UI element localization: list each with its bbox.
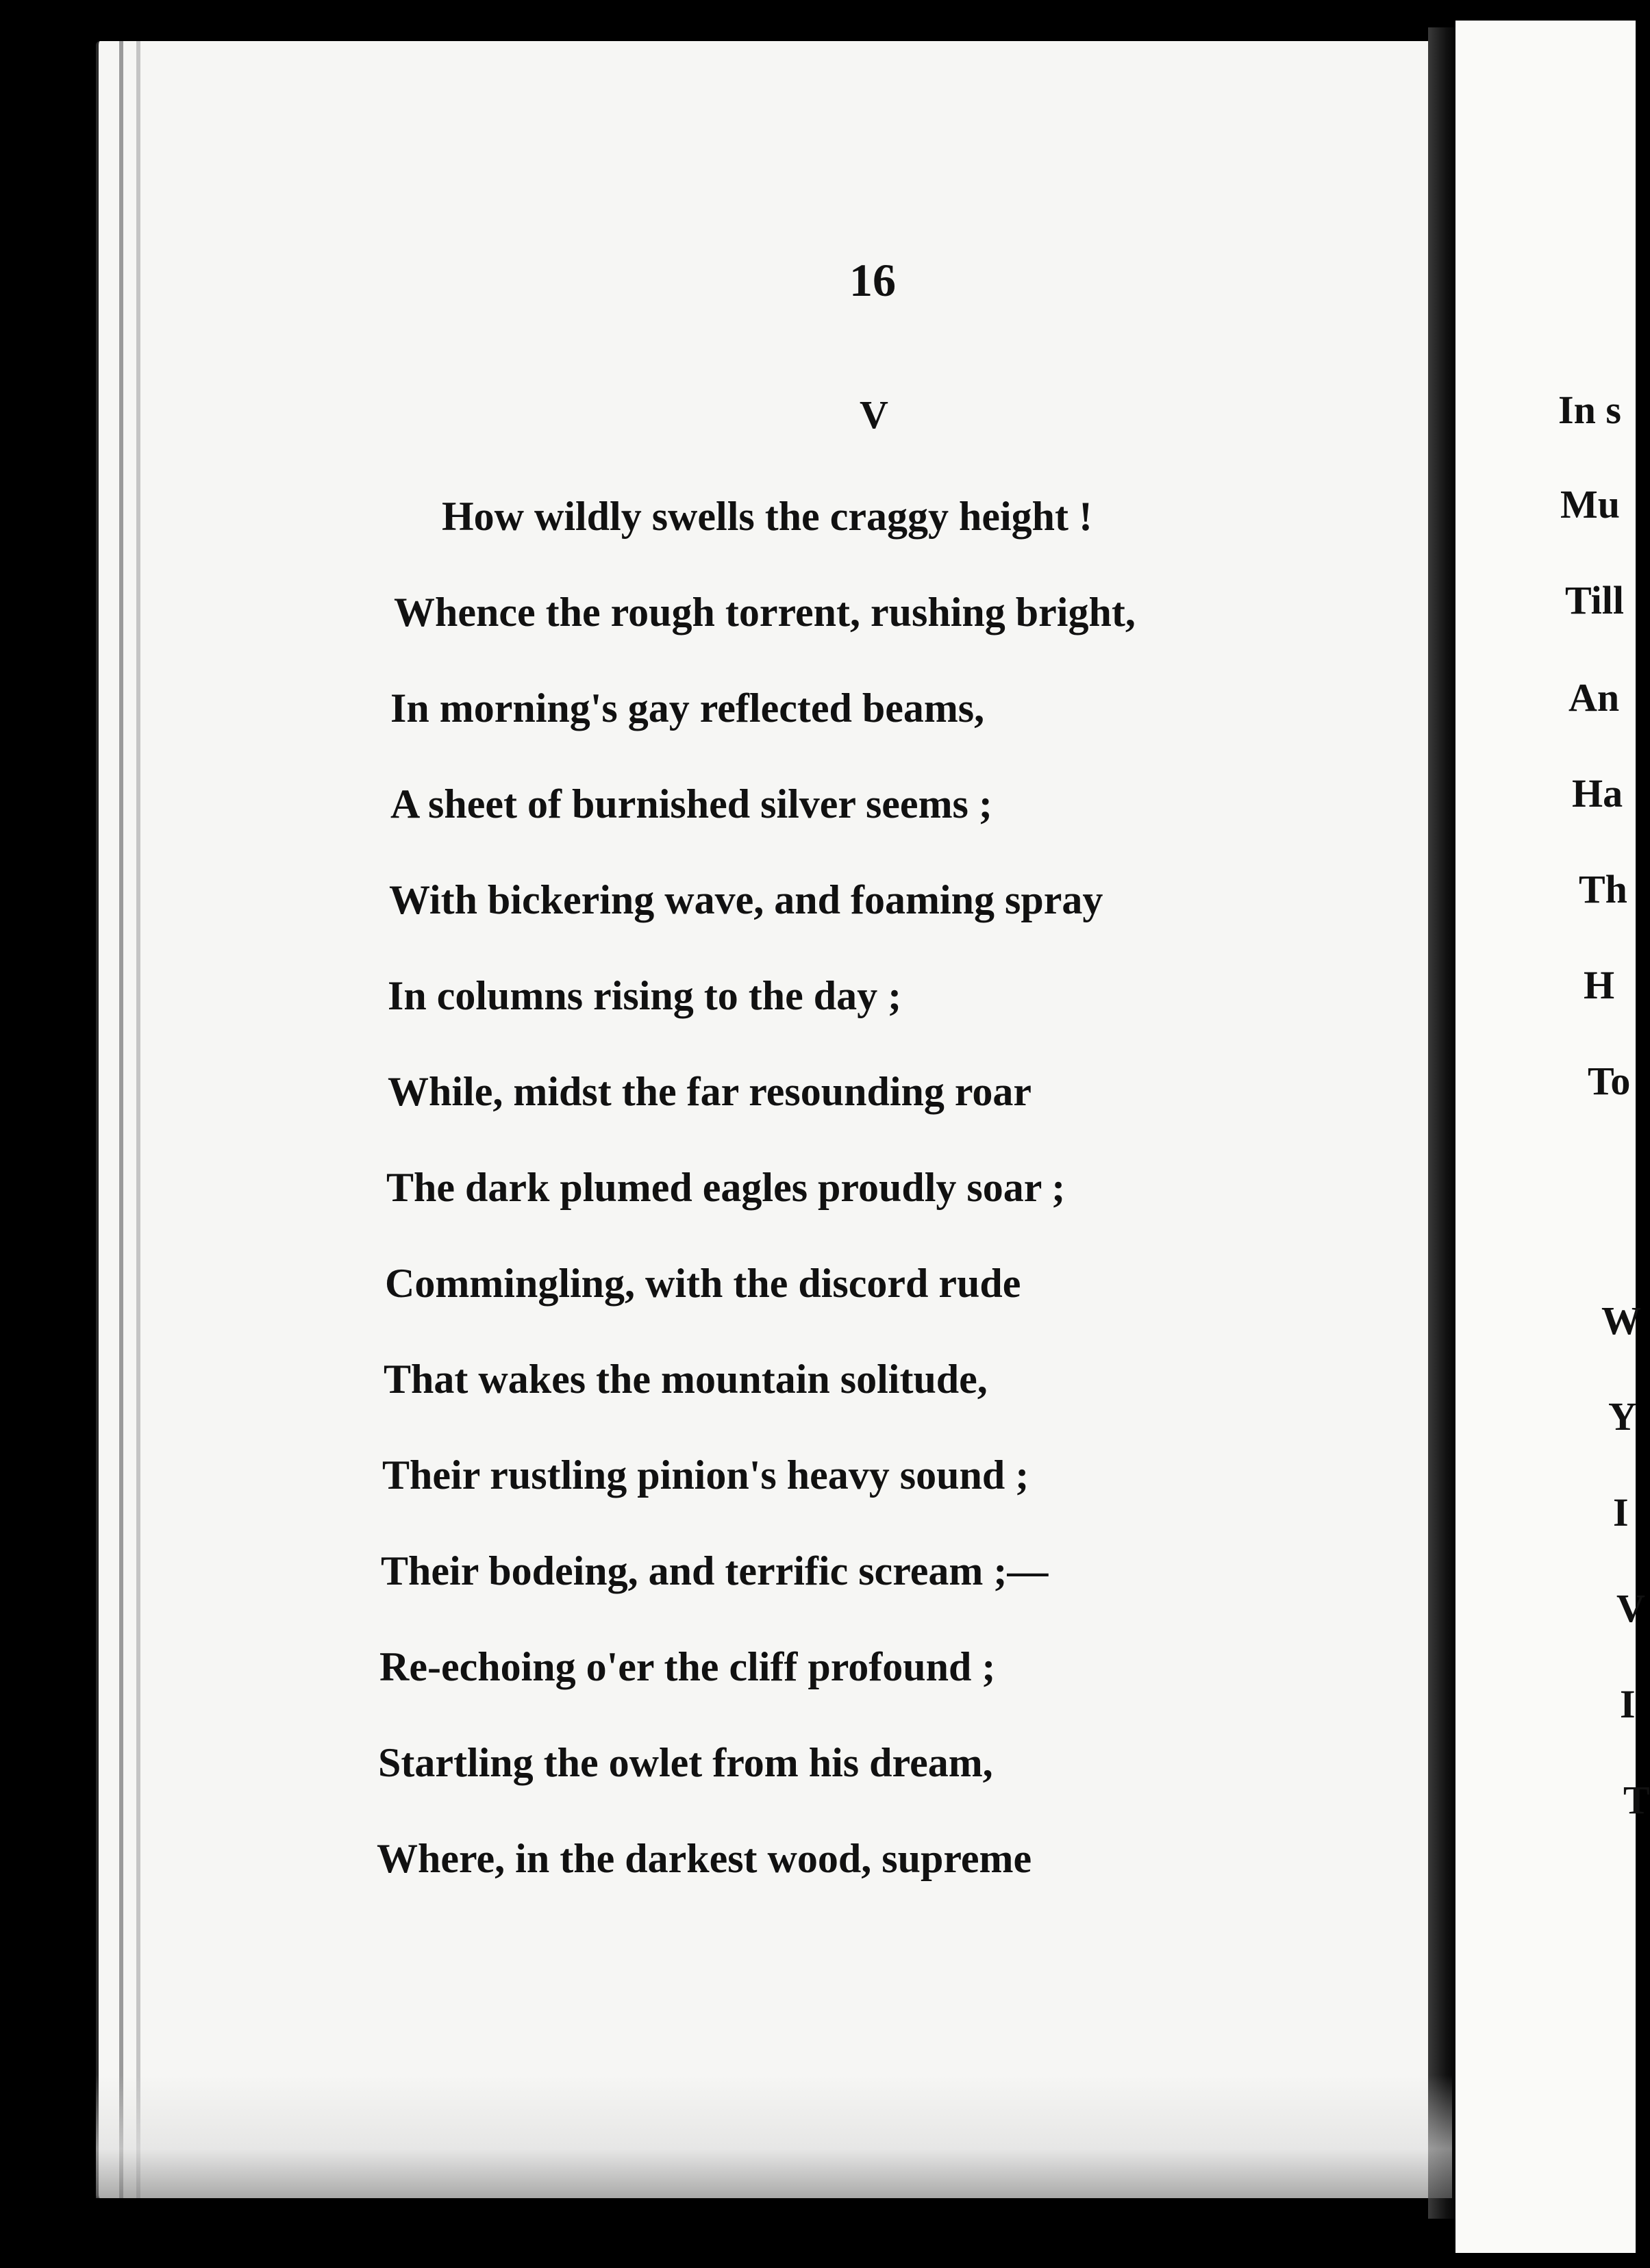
poem-line: Where, in the darkest wood, supreme	[377, 1836, 1032, 1881]
section-heading: V	[860, 392, 888, 437]
poem-line: While, midst the far resounding roar	[388, 1069, 1032, 1114]
poem-line: In morning's gay reflected beams,	[390, 685, 985, 731]
poem-line: Startling the owlet from his dream,	[378, 1740, 993, 1785]
facing-page-fragment: Th	[1579, 867, 1627, 911]
poem-line: With bickering wave, and foaming spray	[389, 877, 1103, 922]
poem-line: Whence the rough torrent, rushing bright,	[394, 590, 1136, 635]
book-gutter	[1428, 27, 1459, 2219]
facing-page-fragment: V	[1616, 1586, 1645, 1630]
facing-page-fragment: W	[1601, 1298, 1641, 1343]
poem-line: Their rustling pinion's heavy sound ;	[382, 1452, 1029, 1498]
poem-line: Re-echoing o'er the cliff profound ;	[379, 1644, 996, 1689]
facing-page-fragment: Till	[1565, 578, 1624, 622]
poem-line: That wakes the mountain solitude,	[384, 1357, 988, 1402]
page-edge	[136, 41, 140, 2198]
facing-page-fragment: To	[1588, 1059, 1631, 1103]
poem-line: In columns rising to the day ;	[388, 973, 902, 1018]
facing-page-fragment: T	[1623, 1778, 1650, 1822]
facing-page-fragment: An	[1568, 675, 1620, 720]
page-edge	[119, 41, 123, 2198]
facing-page-fragment: Mu	[1560, 482, 1620, 527]
facing-page-fragment: Ha	[1572, 771, 1623, 816]
facing-page	[1455, 21, 1636, 2253]
poem-line: How wildly swells the craggy height !	[442, 494, 1092, 539]
facing-page-fragment: I	[1620, 1682, 1636, 1726]
facing-page-fragment: Y	[1608, 1394, 1637, 1439]
poem-line: The dark plumed eagles proudly soar ;	[386, 1165, 1066, 1210]
poem-line: Their bodeing, and terrific scream ;—	[381, 1548, 1049, 1593]
facing-page-fragment: H	[1584, 963, 1615, 1007]
facing-page-fragment: In s	[1558, 388, 1621, 432]
facing-page-fragment: I	[1613, 1490, 1629, 1535]
poem-line: A sheet of burnished silver seems ;	[390, 781, 992, 827]
page-number: 16	[849, 254, 896, 306]
poem-line: Commingling, with the discord rude	[385, 1261, 1021, 1306]
